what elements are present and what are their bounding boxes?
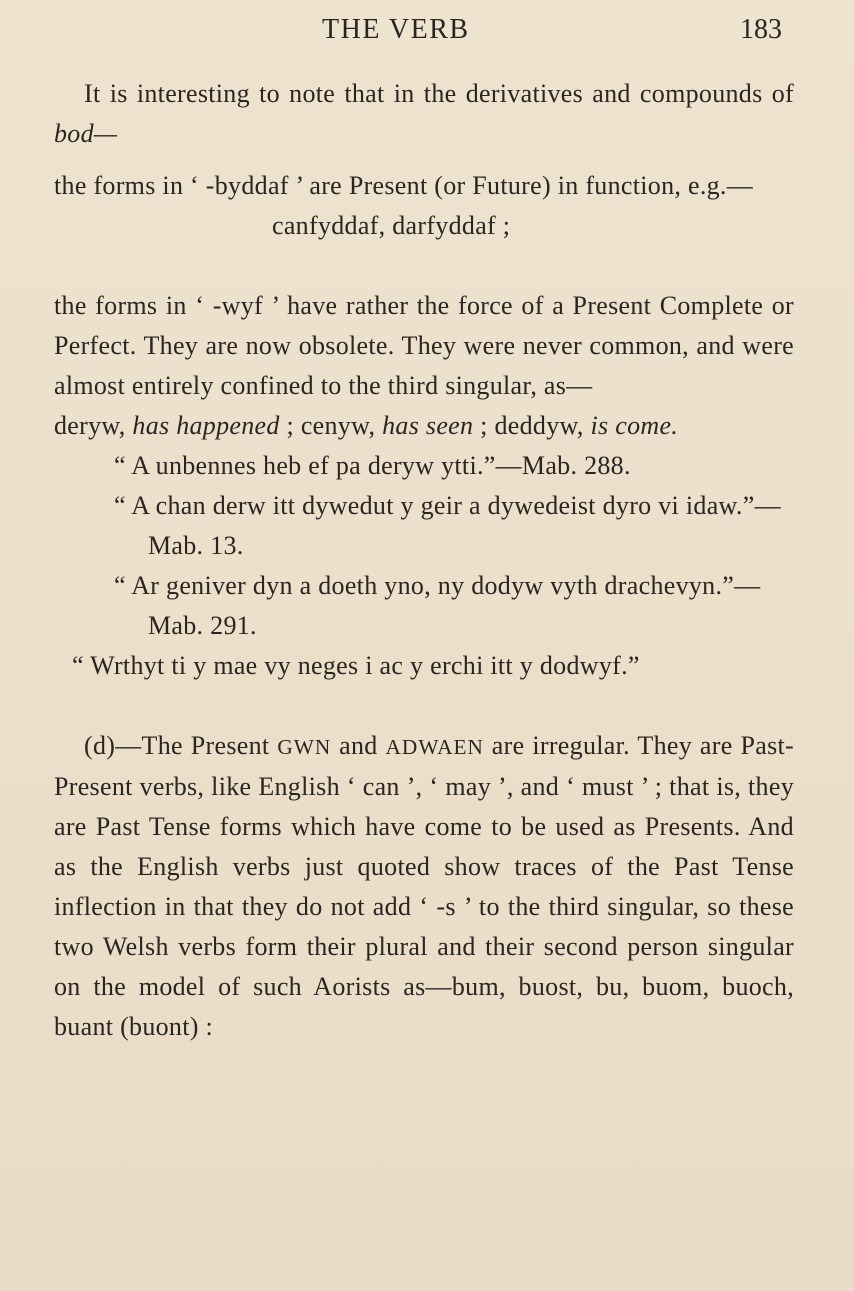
gloss-has-happened: has happened [132, 411, 280, 440]
section-d-text-3: are irregular. They are Past-Present verbs, like English ‘ can ’, ‘ may ’, and ‘ must ’ ; that is, they are Past Tense forms which have come to be used as Presents. And as the English verbs just quoted show traces of the Past Tense inflection in that they do not add ‘ -s ’ to the third singular, so these two Welsh verbs form their plural and their second person singular on the model of such Aorists as—bum, buost, bu, buom, buoch, buant (buont) : [54, 731, 794, 1041]
wyf-paragraph: the forms in ‘ -wyf ’ have rather the force of a Present Complete or Perfect. They are now obsolete. They were never common, and were almost entirely confined to the third singular, as— [54, 291, 794, 400]
byddaf-examples: canfyddaf, darfyddaf ; [272, 211, 511, 240]
quote-2: “ A chan derw itt dywedut y geir a dywedeist dyro vi idaw.”—Mab. 13. [114, 491, 781, 560]
running-title: THE VERB [322, 14, 470, 45]
example-word-cenyw: ; cenyw, [279, 411, 383, 440]
intro-term: bod— [54, 119, 118, 148]
gloss-has-seen: has seen [382, 411, 474, 440]
section-d-text-2: and [331, 731, 386, 760]
byddaf-paragraph: the forms in ‘ -byddaf ’ are Present (or Future) in function, e.g.— [54, 171, 754, 200]
quote-4: “ Wrthyt ti y mae vy neges i ac y erchi itt y dodwyf.” [72, 651, 640, 680]
quote-1: “ A unbennes heb ef pa deryw ytti.”—Mab. 288. [114, 451, 631, 480]
page-body [54, 74, 794, 1047]
example-word-deddyw: ; deddyw, [473, 411, 591, 440]
wyf-examples [54, 406, 794, 446]
intro-text: It is interesting to note that in the derivatives and compounds of [84, 79, 794, 108]
page-number: 183 [740, 14, 782, 45]
intro-paragraph [54, 74, 794, 154]
gloss-is-come: is come. [590, 411, 679, 440]
term-adwaen: ADWAEN [385, 735, 484, 759]
term-gwn: GWN [277, 735, 332, 759]
quote-3: “ Ar geniver dyn a doeth yno, ny dodyw vyth drachevyn.”—Mab. 291. [114, 571, 761, 640]
page-header [0, 14, 854, 54]
section-d-text-1: (d)—The Present [84, 731, 278, 760]
example-word-deryw: deryw, [54, 411, 133, 440]
section-d-paragraph [54, 726, 794, 1047]
